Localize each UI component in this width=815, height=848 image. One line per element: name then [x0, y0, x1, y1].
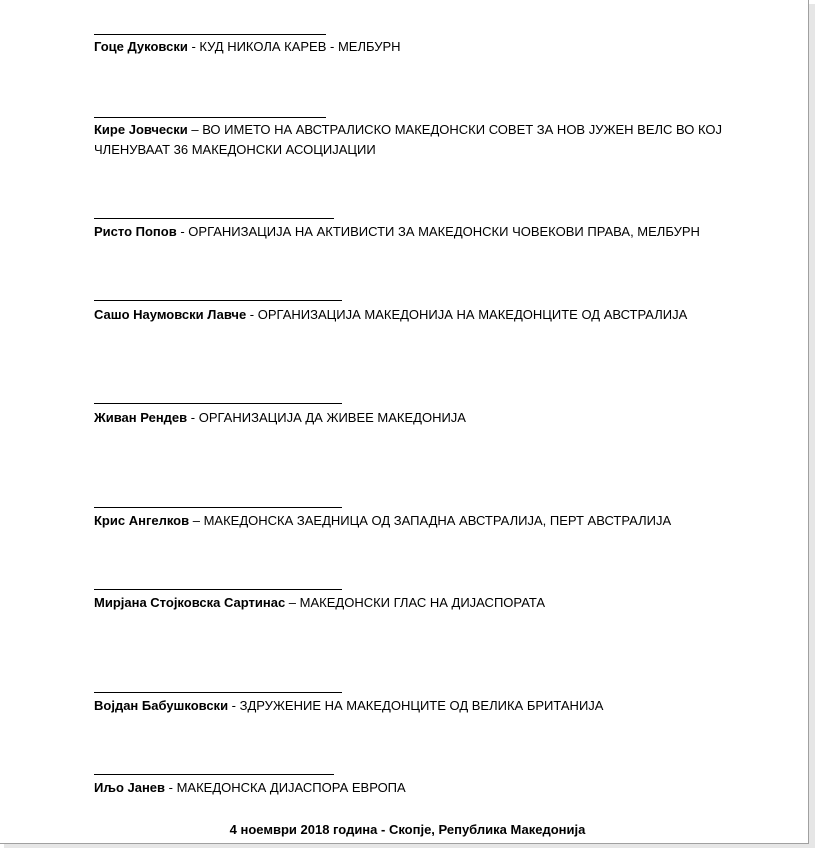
signatory-organization: КУД НИКОЛА КАРЕВ - МЕЛБУРН — [199, 39, 401, 54]
signatory-name: Крис Ангелков — [94, 513, 190, 528]
signatory-organization: ОРГАНИЗАЦИЈА МАКЕДОНИЈА НА МАКЕДОНЦИТЕ ОД АВСТРАЛИЈА — [257, 307, 688, 322]
page-shadow-bottom — [4, 844, 815, 848]
signatory-organization: ОРГАНИЗАЦИЈА НА АКТИВИСТИ ЗА МАКЕДОНСКИ ЧОВЕКОВИ ПРАВА, МЕЛБУРН — [188, 224, 700, 239]
signatory-name: Војдан Бабушковски — [94, 698, 229, 713]
signature-line — [94, 218, 334, 219]
signatory-entry — [94, 511, 734, 531]
signatory-separator: - — [176, 224, 189, 239]
signatory-separator: - — [246, 307, 258, 322]
signature-line — [94, 589, 342, 590]
signatory-entry — [94, 408, 734, 428]
signatory-name: Живан Рендев — [94, 410, 188, 425]
signatory-separator: – — [189, 513, 204, 528]
signatory-organization: МАКЕДОНСКА ЗАЕДНИЦА ОД ЗАПАДНА АВСТРАЛИЈА, ПЕРТ АВСТРАЛИЈА — [203, 513, 672, 528]
signatory-name: Гоце Дуковски — [94, 39, 188, 54]
document-footer-date-place: 4 ноември 2018 година - Скопје, Република Македонија — [229, 822, 586, 837]
signatory-name: Иљо Јанев — [94, 780, 166, 795]
signatory-entry — [94, 37, 734, 57]
signature-line — [94, 692, 342, 693]
signatory-entry — [94, 120, 734, 160]
signatory-separator: - — [187, 39, 200, 54]
signatory-organization: ОРГАНИЗАЦИЈА ДА ЖИВЕЕ МАКЕДОНИЈА — [198, 410, 466, 425]
signatory-entry — [94, 305, 734, 325]
signatory-organization: МАКЕДОНСКИ ГЛАС НА ДИЈАСПОРАТА — [299, 595, 546, 610]
signatory-separator: – — [285, 595, 300, 610]
signature-line — [94, 403, 342, 404]
signatory-name: Мирјана Стојковска Сартинас — [94, 595, 286, 610]
signature-line — [94, 117, 326, 118]
signature-line — [94, 507, 342, 508]
page-shadow-right — [809, 4, 815, 848]
signatory-separator: - — [165, 780, 177, 795]
signature-line — [94, 300, 342, 301]
signatory-name: Ристо Попов — [94, 224, 177, 239]
signatory-entry — [94, 222, 734, 242]
signature-line — [94, 774, 334, 775]
signatory-separator: – — [187, 122, 203, 137]
signatory-entry — [94, 593, 734, 613]
signatory-organization: МАКЕДОНСКА ДИЈАСПОРА ЕВРОПА — [176, 780, 406, 795]
signatory-organization: ЗДРУЖЕНИЕ НА МАКЕДОНЦИТЕ ОД ВЕЛИКА БРИТАНИЈА — [239, 698, 604, 713]
signatory-name: Кире Јовчески — [94, 122, 188, 137]
signatory-name: Сашо Наумовски Лавче — [94, 307, 247, 322]
signatory-entry — [94, 778, 734, 798]
signatory-separator: - — [228, 698, 240, 713]
signatory-separator: - — [187, 410, 199, 425]
signatory-organization: ВО ИМЕТО НА АВСТРАЛИСКО МАКЕДОНСКИ СОВЕТ ЗА НОВ ЈУЖЕН ВЕЛС ВО КОЈ ЧЛЕНУВААТ 36 МАКЕДОНСКИ АСОЦИЈАЦИИ — [94, 122, 723, 157]
signature-line — [94, 34, 326, 35]
signatory-entry — [94, 696, 734, 716]
